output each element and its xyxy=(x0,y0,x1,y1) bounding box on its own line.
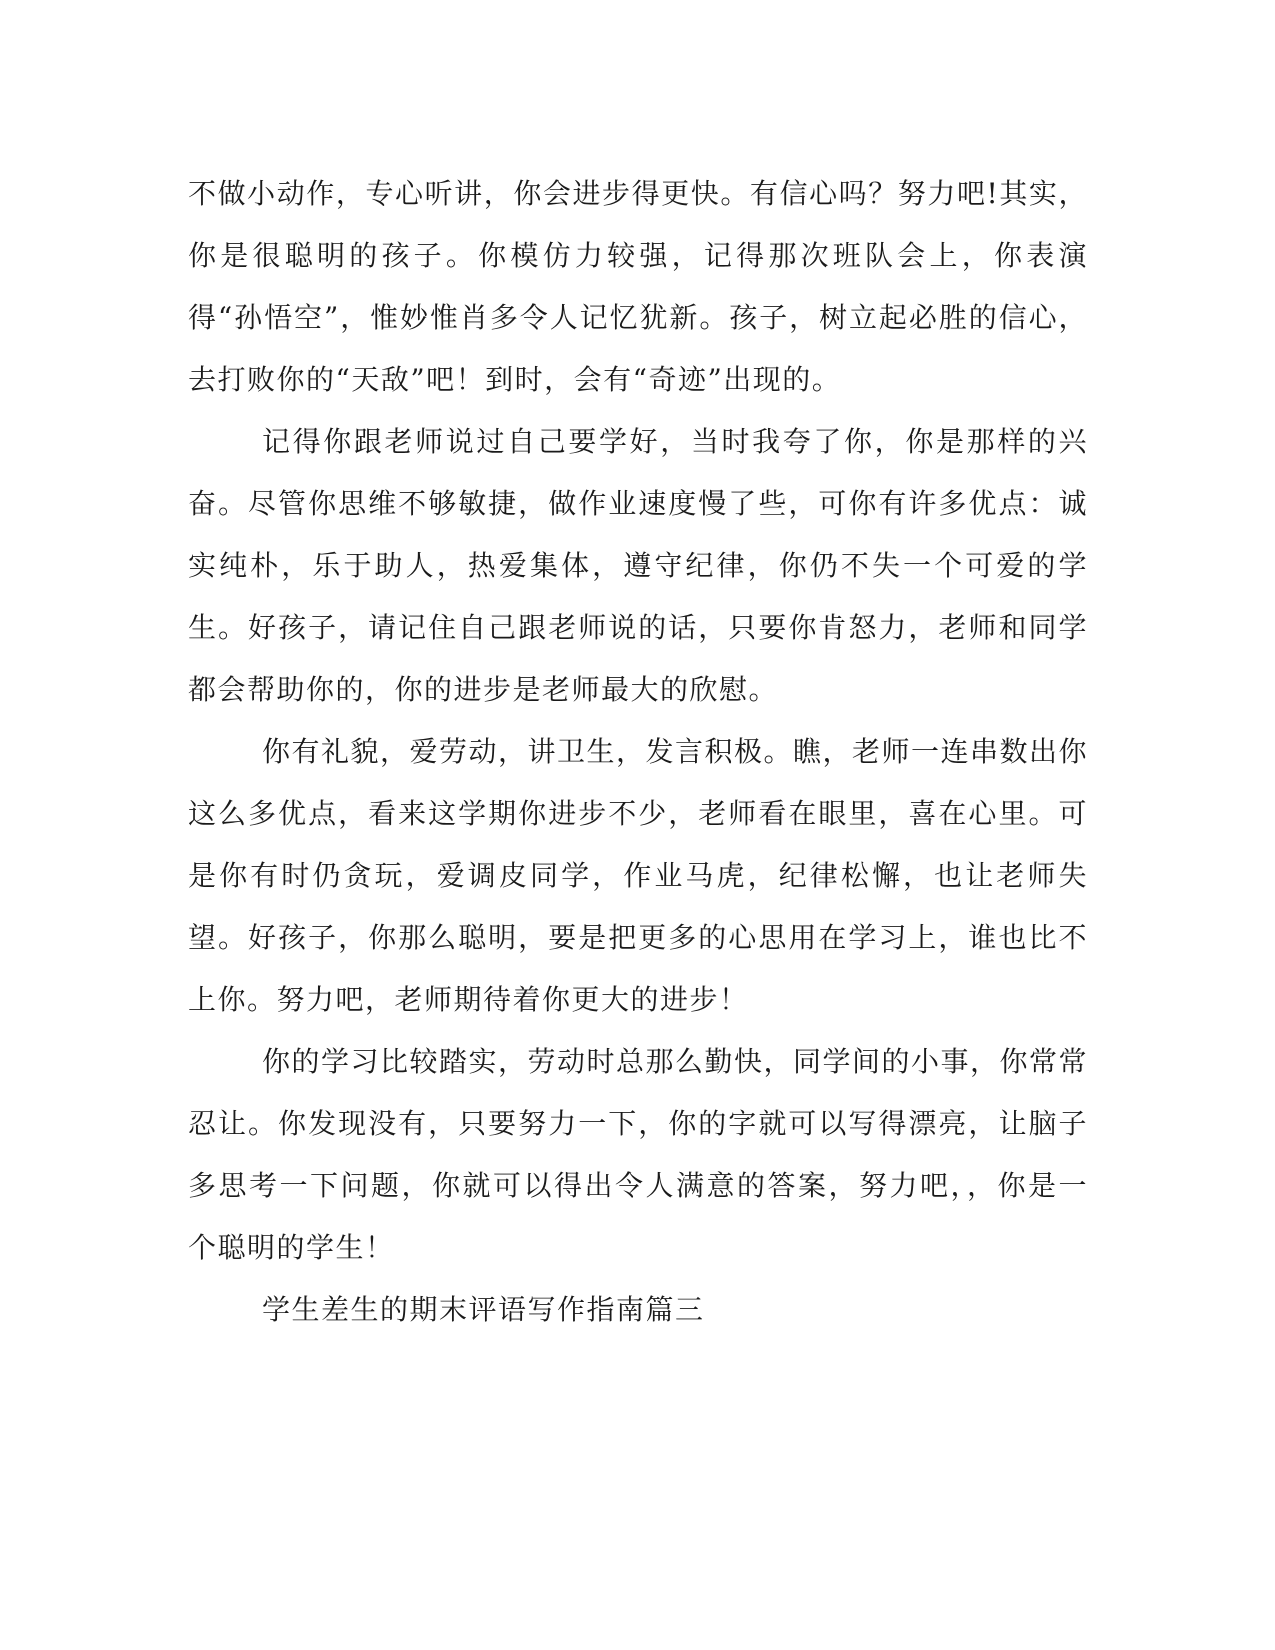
section-heading: 学生差生的期末评语写作指南篇三 xyxy=(262,1293,705,1326)
paragraph-1: 不做小动作，专心听讲，你会进步得更快。有信心吗？努力吧!其实，你是很聪明的孩子。你模仿力较强，记得那次班队会上，你表演得“孙悟空”，惟妙惟肖多令人记忆犹新。孩子，树立起必胜的信心，去打败你的“天敌”吧！到时，会有“奇迹”出现的。 xyxy=(188,177,1088,396)
paragraph-3: 你有礼貌，爱劳动，讲卫生，发言积极。瞧，老师一连串数出你这么多优点，看来这学期你进步不少，老师看在眼里，喜在心里。可是你有时仍贪玩，爱调皮同学，作业马虎，纪律松懈，也让老师失望。好孩子，你那么聪明，要是把更多的心思用在学习上，谁也比不上你。努力吧，老师期待着你更大的进步！ xyxy=(188,735,1089,1016)
paragraph-2: 记得你跟老师说过自己要学好，当时我夸了你，你是那样的兴奋。尽管你思维不够敏捷，做作业速度慢了些，可你有许多优点：诚实纯朴，乐于助人，热爱集体，遵守纪律，你仍不失一个可爱的学生。好孩子，请记住自己跟老师说的话，只要你肯怒力，老师和同学都会帮助你的，你的进步是老师最大的欣慰。 xyxy=(188,425,1088,706)
paragraph-4: 你的学习比较踏实，劳动时总那么勤快，同学间的小事，你常常忍让。你发现没有，只要努力一下，你的字就可以写得漂亮，让脑子多思考一下问题，你就可以得出令人满意的答案，努力吧，，你是一个聪明的学生！ xyxy=(188,1045,1089,1264)
document-body xyxy=(188,163,1088,1341)
